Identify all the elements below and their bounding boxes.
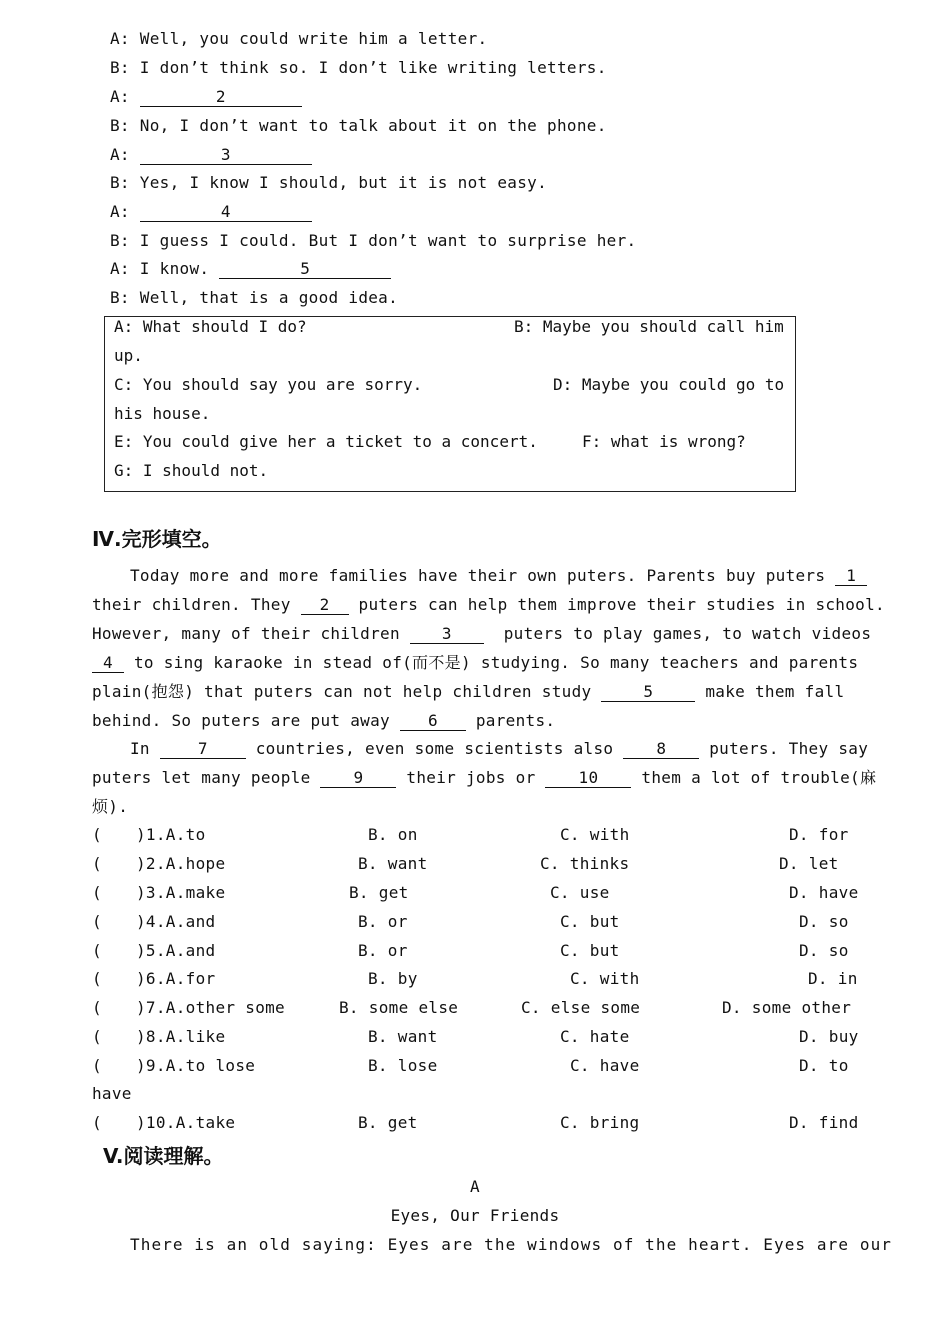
option-b: B. get [349, 883, 409, 902]
option-a: A: What should I do? [114, 317, 307, 336]
cloze-blank[interactable]: 8 [623, 740, 699, 759]
section-heading-cloze: Ⅳ.完形填空。 [92, 527, 222, 551]
option-d: D. for [789, 825, 849, 844]
option-d: D. to [799, 1056, 849, 1075]
option-c: C. hate [560, 1027, 630, 1046]
option-c: C. else some [521, 998, 641, 1017]
option-b: B: Maybe you should call him [514, 317, 784, 336]
option-a: )2.A.hope [136, 854, 226, 873]
passage-line: However, many of their children 3 puters to play games, to watch videos [92, 624, 872, 643]
question-paren[interactable]: ( [92, 912, 102, 931]
speaker-label: A: [110, 202, 130, 221]
question-paren[interactable]: ( [92, 1113, 102, 1132]
option-a: )8.A.like [136, 1027, 226, 1046]
option-f: F: what is wrong? [582, 432, 746, 451]
section-heading-reading: V.阅读理解。 [103, 1144, 224, 1168]
answer-blank[interactable]: 2 [140, 88, 302, 107]
option-c: C. but [560, 941, 620, 960]
passage-line: There is an old saying: Eyes are the windows of the heart. Eyes are our [130, 1235, 893, 1254]
option-b: B. get [358, 1113, 418, 1132]
option-b: B. or [358, 912, 408, 931]
dialogue-line: B: No, I don’t want to talk about it on the phone. [110, 116, 607, 135]
speaker-label: A: [110, 145, 130, 164]
option-c: C. have [570, 1056, 640, 1075]
answer-blank[interactable]: 5 [219, 260, 391, 279]
option-c: C. bring [560, 1113, 640, 1132]
cloze-blank[interactable]: 10 [545, 769, 631, 788]
option-c: C. with [560, 825, 630, 844]
passage-line: their children. They 2 puters can help them improve their studies in school. [92, 595, 885, 614]
option-a: )6.A.for [136, 969, 216, 988]
option-b: B. want [368, 1027, 438, 1046]
option-a: )1.A.to [136, 825, 206, 844]
cloze-blank[interactable]: 6 [400, 712, 466, 731]
option-d: D. have [789, 883, 859, 902]
question-paren[interactable]: ( [92, 854, 102, 873]
passage-line: 4 to sing karaoke in stead of(而不是) studying. So many teachers and parents [92, 653, 858, 673]
dialogue-line: A: Well, you could write him a letter. [110, 29, 488, 48]
dialogue-line [110, 87, 302, 107]
question-paren[interactable]: ( [92, 1056, 102, 1075]
cloze-blank[interactable]: 5 [601, 683, 695, 702]
option-b: B. some else [339, 998, 459, 1017]
option-a: )4.A.and [136, 912, 216, 931]
option-d: D. find [789, 1113, 859, 1132]
option-b: B. or [358, 941, 408, 960]
option-b: B. by [368, 969, 418, 988]
cloze-blank[interactable]: 3 [410, 625, 484, 644]
dialogue-line: B: I guess I could. But I don’t want to surprise her. [110, 231, 637, 250]
option-a: )5.A.and [136, 941, 216, 960]
option-b: B. want [358, 854, 428, 873]
passage-line: puters let many people 9 their jobs or 10 them a lot of trouble(麻 [92, 768, 877, 787]
dialogue-line [110, 145, 312, 165]
option-c: C. use [550, 883, 610, 902]
speaker-label: A: I know. [110, 259, 210, 278]
cloze-blank[interactable]: 1 [835, 567, 867, 586]
option-e: E: You could give her a ticket to a concert. [114, 432, 538, 451]
option-a: )9.A.to lose [136, 1056, 256, 1075]
option-d: D. buy [799, 1027, 859, 1046]
option-d-wrap: his house. [114, 404, 211, 423]
speaker-label: A: [110, 87, 130, 106]
option-d: D. let [779, 854, 839, 873]
passage-title: Eyes, Our Friends [390, 1206, 560, 1225]
passage-line: 烦). [92, 797, 129, 816]
passage-line: behind. So puters are put away 6 parents. [92, 711, 556, 730]
option-c: C. but [560, 912, 620, 931]
option-d: D. so [799, 912, 849, 931]
option-d: D: Maybe you could go to [553, 375, 785, 394]
dialogue-line: B: I don’t think so. I don’t like writing letters. [110, 58, 607, 77]
option-a: )10.A.take [136, 1113, 236, 1132]
dialogue-line: B: Well, that is a good idea. [110, 288, 399, 307]
passage-line: plain(抱怨) that puters can not help children study 5 make them fall [92, 682, 845, 701]
question-paren[interactable]: ( [92, 941, 102, 960]
question-paren[interactable]: ( [92, 969, 102, 988]
passage-line: Today more and more families have their own puters. Parents buy puters 1 [130, 566, 867, 586]
option-d: D. in [808, 969, 858, 988]
option-c: C. with [570, 969, 640, 988]
cloze-blank[interactable]: 9 [320, 769, 396, 788]
answer-blank[interactable]: 4 [140, 203, 312, 222]
dialogue-line [110, 202, 312, 222]
question-paren[interactable]: ( [92, 998, 102, 1017]
question-paren[interactable]: ( [92, 883, 102, 902]
option-a: )7.A.other some [136, 998, 285, 1017]
dialogue-line [110, 259, 391, 279]
cloze-blank[interactable]: 7 [160, 740, 246, 759]
option-b-wrap: up. [114, 346, 143, 365]
option-c: C. thinks [540, 854, 630, 873]
passage-label: A [470, 1177, 480, 1196]
answer-blank[interactable]: 3 [140, 146, 312, 165]
option-b: B. on [368, 825, 418, 844]
dialogue-line: B: Yes, I know I should, but it is not easy. [110, 173, 548, 192]
option-a: )3.A.make [136, 883, 226, 902]
question-paren[interactable]: ( [92, 1027, 102, 1046]
option-g: G: I should not. [114, 461, 269, 480]
option-d: D. so [799, 941, 849, 960]
option-d: D. some other [722, 998, 852, 1017]
option-c: C: You should say you are sorry. [114, 375, 423, 394]
option-d-wrap: have [92, 1084, 132, 1103]
option-b: B. lose [368, 1056, 438, 1075]
question-paren[interactable]: ( [92, 825, 102, 844]
passage-line: In 7 countries, even some scientists also 8 puters. They say [130, 739, 869, 758]
cloze-blank[interactable]: 4 [92, 654, 124, 673]
cloze-blank[interactable]: 2 [301, 596, 349, 615]
